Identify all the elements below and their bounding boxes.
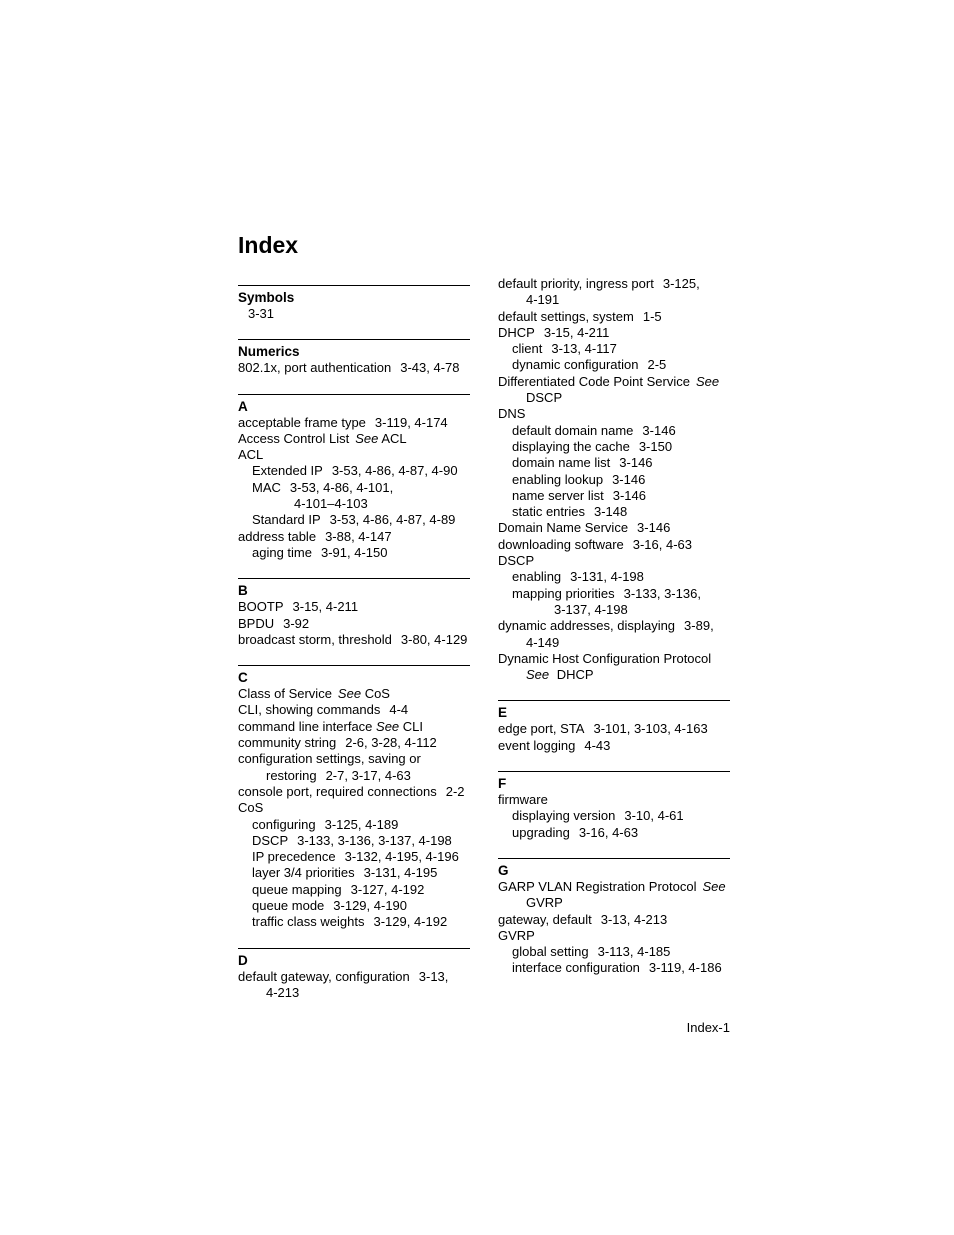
entry-pages: 1-5 (642, 308, 662, 324)
entry-pages: 3-80, 4-129 (400, 631, 468, 647)
entry-term: default domain name (512, 422, 634, 438)
index-section-a (238, 394, 470, 562)
entry-term: Extended IP (252, 463, 323, 479)
index-subentry (238, 512, 470, 528)
index-entry (238, 447, 470, 463)
entry-term: Class of Service (238, 686, 332, 702)
entry-pages: 3-146 (612, 487, 646, 503)
entry-pages: 3-131, 4-195 (363, 865, 438, 881)
entry-text: 3-31 (248, 306, 275, 321)
entry-target: ACL (381, 430, 407, 446)
index-entry (238, 616, 470, 632)
entry-term: IP precedence (252, 849, 336, 865)
index-column-right (498, 276, 730, 994)
index-entry (238, 431, 470, 447)
entry-term: gateway, default (498, 911, 592, 927)
index-entry (238, 784, 470, 800)
index-entry (498, 651, 730, 684)
entry-term: address table (238, 528, 317, 544)
entry-pages: 3-146 (612, 471, 646, 487)
entry-see: See (337, 686, 362, 702)
index-section-f (498, 771, 730, 841)
entry-term: GARP VLAN Registration Protocol (498, 878, 697, 894)
entry-term: MAC (252, 479, 281, 495)
section-heading: B (238, 583, 248, 599)
entry-term: default priority, ingress port (498, 276, 654, 291)
index-entry (498, 325, 730, 341)
page-title: Index (238, 232, 299, 258)
section-heading: G (498, 862, 509, 878)
index-section-numerics (238, 339, 470, 376)
entry-pages: 2-6, 3-28, 4-112 (345, 735, 437, 751)
index-entry (238, 735, 470, 751)
entry-term: dynamic addresses, displaying (498, 618, 676, 634)
entry-term: DSCP (498, 553, 535, 569)
entry-pages: 3-53, 4-86, 4-87, 4-90 (331, 463, 458, 479)
index-subentry (498, 569, 730, 585)
index-subentry (498, 341, 730, 357)
section-heading: D (238, 952, 248, 968)
entry-term: configuration settings, saving or (238, 751, 421, 767)
entry-term: client (512, 341, 543, 357)
index-subentry (498, 455, 730, 471)
entry-pages: 3-150 (638, 438, 673, 454)
entry-pages: 3-92 (283, 615, 310, 631)
index-subentry (498, 472, 730, 488)
entry-term: domain name list (512, 455, 611, 471)
entry-pages: 3-88, 4-147 (325, 528, 392, 544)
entry-pages: 3-53, 4-86, 4-101, (289, 479, 394, 495)
index-subentry (238, 882, 470, 898)
entry-continuation: restoring (266, 767, 317, 783)
entry-term: downloading software (498, 536, 624, 552)
index-entry (498, 792, 730, 808)
entry-term: global setting (512, 944, 589, 960)
index-subentry (498, 808, 730, 824)
index-entry (498, 879, 730, 912)
entry-pages: 3-53, 4-86, 4-87, 4-89 (329, 512, 456, 528)
index-entry (238, 702, 470, 718)
index-entry (498, 520, 730, 536)
index-subentry (238, 914, 470, 930)
entry-term: layer 3/4 priorities (252, 865, 355, 881)
entry-term: event logging (498, 737, 576, 753)
section-heading: C (238, 670, 248, 686)
index-entry (238, 529, 470, 545)
entry-term: edge port, STA (498, 721, 585, 737)
entry-pages: 3-89, (684, 618, 714, 634)
index-entry (238, 360, 470, 376)
entry-pages: 3-132, 4-195, 4-196 (344, 849, 459, 865)
entry-pages: 3-43, 4-78 (400, 360, 460, 376)
entry-pages: 2-7, 3-17, 4-63 (325, 767, 411, 783)
entry-target: DSCP (526, 390, 563, 406)
entry-term: BOOTP (238, 599, 284, 615)
entry-target: CLI (402, 718, 424, 734)
entry-term: community string (238, 735, 337, 751)
index-entry (498, 721, 730, 737)
entry-term: mapping priorities (512, 585, 615, 601)
entry-pages: 3-10, 4-61 (624, 808, 684, 824)
entry-term: static entries (512, 504, 585, 520)
entry-pages: 3-113, 4-185 (597, 944, 671, 960)
entry-term: Standard IP (252, 512, 321, 528)
entry-term: CoS (238, 800, 264, 816)
entry-see: See (355, 430, 379, 446)
index-subentry (498, 586, 730, 619)
section-heading: F (498, 776, 507, 792)
entry-continuation: 4-149 (526, 634, 560, 650)
entry-term: upgrading (512, 824, 570, 840)
entry-see: See (702, 878, 726, 894)
index-entry (238, 800, 470, 816)
index-entry (238, 719, 470, 735)
index-column-left (238, 285, 470, 1018)
entry-pages: 3-15, 4-211 (292, 599, 359, 615)
entry-term: command line interface (238, 718, 373, 734)
entry-term: aging time (252, 544, 312, 560)
entry-target: DHCP (556, 667, 594, 683)
entry-term: console port, required connections (238, 783, 437, 799)
entry-pages: 3-146 (642, 422, 676, 438)
entry-term: queue mode (252, 898, 325, 914)
entry-pages: 3-125, 4-189 (324, 816, 399, 832)
entry-pages: 3-129, 4-190 (333, 898, 408, 914)
index-entry (238, 969, 470, 1002)
index-subentry (498, 504, 730, 520)
entry-pages: 3-91, 4-150 (320, 544, 388, 560)
index-subentry (238, 833, 470, 849)
entry-pages: 3-125, (662, 276, 700, 291)
index-section-symbols (238, 285, 470, 322)
index-subentry (498, 423, 730, 439)
index-entry (498, 537, 730, 553)
index-subentry (238, 545, 470, 561)
entry-term: name server list (512, 487, 604, 503)
section-heading: Numerics (238, 344, 300, 360)
index-subentry (498, 439, 730, 455)
entry-term: GVRP (498, 927, 535, 943)
entry-see: See (695, 373, 720, 389)
index-section-b (238, 578, 470, 648)
index-subentry (238, 849, 470, 865)
entry-pages: 3-13, (418, 968, 449, 984)
entry-term: default settings, system (498, 308, 634, 324)
entry-continuation: 4-101–4-103 (294, 496, 368, 512)
entry-term: default gateway, configuration (238, 968, 410, 984)
entry-pages: 3-148 (593, 504, 628, 520)
entry-pages: 3-133, 3-136, 3-137, 4-198 (297, 832, 452, 848)
entry-pages: 2-2 (445, 783, 465, 799)
entry-pages: 3-15, 4-211 (543, 324, 610, 340)
entry-see: See (376, 718, 400, 734)
index-entry (498, 309, 730, 325)
section-heading: E (498, 705, 508, 721)
entry-term: broadcast storm, threshold (238, 631, 392, 647)
entry-target: CoS (364, 686, 390, 702)
index-entry (498, 928, 730, 944)
entry-pages: 3-127, 4-192 (350, 881, 425, 897)
entry-continuation: 4-191 (526, 292, 560, 308)
entry-term: CLI, showing commands (238, 702, 381, 718)
entry-term: firmware (498, 792, 548, 808)
entry-term: queue mapping (252, 881, 342, 897)
index-entry (498, 618, 730, 651)
entry-pages: 3-146 (619, 455, 653, 471)
entry-term: traffic class weights (252, 914, 365, 930)
entry-term: DNS (498, 406, 526, 422)
index-entry (498, 276, 730, 309)
index-subentry (238, 480, 470, 513)
entry-pages: 3-13, 4-213 (600, 911, 668, 927)
entry-term: Access Control List (238, 430, 350, 446)
index-entry (238, 632, 470, 648)
index-entry (498, 374, 730, 407)
entry-pages: 3-131, 4-198 (570, 569, 644, 585)
entry-pages: 3-16, 4-63 (578, 824, 639, 840)
entry-term: displaying the cache (512, 438, 630, 454)
entry-pages: 3-119, 4-186 (648, 960, 722, 976)
entry-pages: 4-43 (584, 737, 611, 753)
section-heading: A (238, 398, 248, 414)
entry-term: displaying version (512, 808, 616, 824)
entry-term: ACL (238, 447, 264, 463)
index-entry (238, 415, 470, 431)
entry-term: configuring (252, 816, 316, 832)
entry-term: DSCP (252, 832, 289, 848)
index-section-d (238, 948, 470, 1002)
index-entry (238, 686, 470, 702)
index-section-e (498, 700, 730, 754)
index-subentry (498, 960, 730, 976)
entry-term: enabling (512, 569, 562, 585)
entry-term: Domain Name Service (498, 520, 629, 536)
index-entry (498, 406, 730, 422)
index-entry (238, 599, 470, 615)
index-section-d-continued (498, 276, 730, 683)
entry-term: BPDU (238, 615, 275, 631)
index-subentry (238, 463, 470, 479)
entry-pages: 3-146 (637, 520, 671, 536)
index-entry (238, 306, 470, 322)
entry-pages: 3-133, 3-136, (623, 585, 701, 601)
entry-term: DHCP (498, 324, 535, 340)
entry-term: dynamic configuration (512, 357, 639, 373)
entry-term: Dynamic Host Configuration Protocol (498, 650, 712, 666)
entry-continuation: 3-137, 4-198 (554, 601, 628, 617)
entry-pages: 3-129, 4-192 (373, 914, 448, 930)
entry-pages: 3-16, 4-63 (632, 536, 693, 552)
entry-term: Differentiated Code Point Service (498, 373, 690, 389)
index-subentry (498, 825, 730, 841)
index-subentry (498, 944, 730, 960)
page-number: Index-1 (686, 1020, 730, 1035)
section-heading: Symbols (238, 290, 295, 305)
index-subentry (238, 898, 470, 914)
entry-term: 802.1x, port authentication (238, 360, 392, 376)
index-entry (498, 912, 730, 928)
entry-target: GVRP (526, 895, 563, 911)
entry-term: acceptable frame type (238, 414, 366, 430)
index-section-c (238, 665, 470, 930)
index-section-g (498, 858, 730, 977)
index-entry (498, 553, 730, 569)
index-subentry (238, 865, 470, 881)
entry-see: See (526, 667, 550, 683)
entry-term: enabling lookup (512, 471, 604, 487)
entry-term: interface configuration (512, 960, 640, 976)
index-entry (498, 738, 730, 754)
entry-pages: 3-101, 3-103, 4-163 (593, 721, 708, 737)
entry-pages: 3-119, 4-174 (374, 414, 448, 430)
index-entry (238, 751, 470, 784)
entry-pages: 2-5 (647, 357, 667, 373)
index-subentry (498, 357, 730, 373)
index-subentry (498, 488, 730, 504)
entry-pages: 3-13, 4-117 (551, 341, 617, 357)
index-subentry (238, 817, 470, 833)
entry-pages: 4-4 (389, 702, 409, 718)
entry-continuation: 4-213 (266, 984, 300, 1000)
